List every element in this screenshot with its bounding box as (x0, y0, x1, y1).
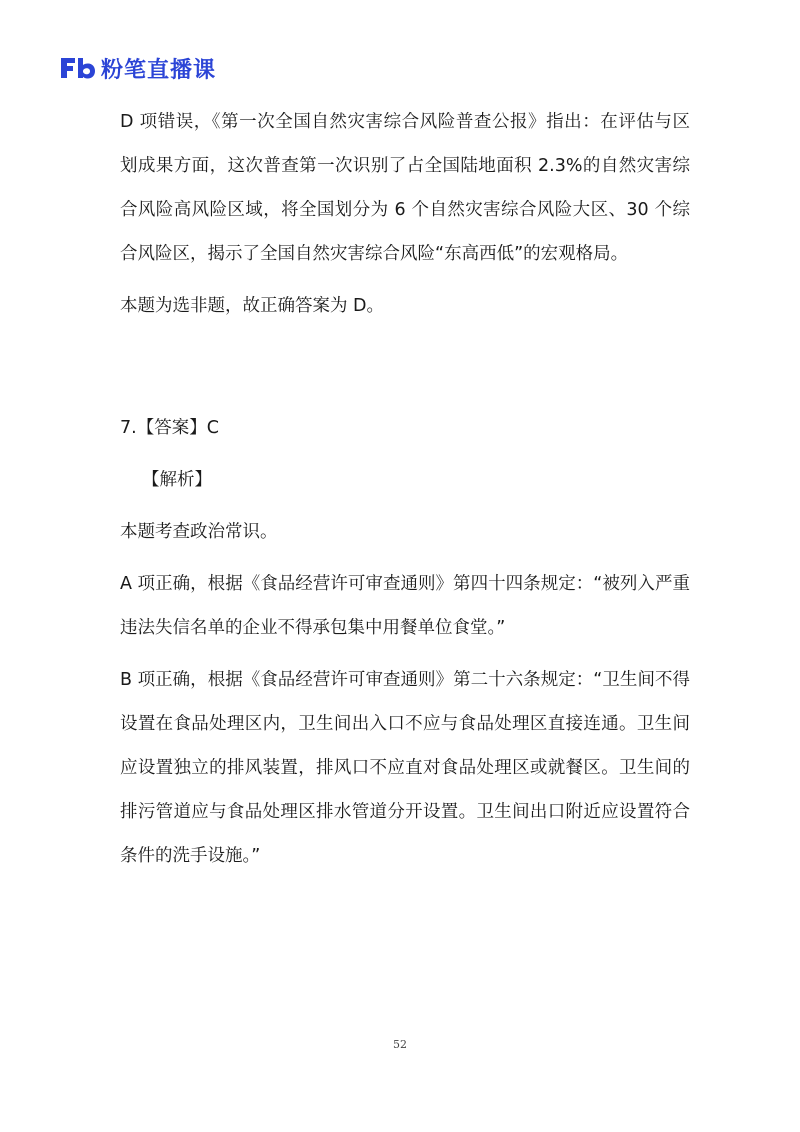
paragraph-option-d: D 项错误，《第一次全国自然灾害综合风险普查公报》指出：在评估与区划成果方面，这次普查第一次识别了占全国陆地面积 2.3%的自然灾害综合风险高风险区域，将全国划分为 6 个自然灾害综合风险大区、30 个综合风险区，揭示了全国自然灾害综合风险“东高西低”的宏观格局。 (120, 112, 690, 264)
paragraph-option-b: B 项正确，根据《食品经营许可审查通则》第二十六条规定：“卫生间不得设置在食品处理区内，卫生间出入口不应与食品处理区直接连通。卫生间应设置独立的排风装置，排风口不应直对食品处理区或就餐区。卫生间的排污管道应与食品处理区排水管道分开设置。卫生间出口附近应设置符合条件的洗手设施。” (120, 670, 690, 866)
document-body (120, 100, 690, 878)
paragraph-answer-conclusion: 本题为选非题，故正确答案为 D。 (120, 296, 385, 316)
brand-name: 粉笔直播课 (101, 57, 217, 83)
page-number: 52 (393, 1038, 407, 1051)
fenbi-fb-logo-icon (57, 54, 97, 82)
page-header (57, 52, 216, 84)
paragraph-topic: 本题考查政治常识。 (120, 522, 278, 542)
analysis-heading: 【解析】 (142, 470, 212, 490)
paragraph-option-a: A 项正确，根据《食品经营许可审查通则》第四十四条规定：“被列入严重违法失信名单的企业不得承包集中用餐单位食堂。” (120, 574, 690, 638)
question-7-answer: 7.【答案】C (120, 418, 219, 438)
